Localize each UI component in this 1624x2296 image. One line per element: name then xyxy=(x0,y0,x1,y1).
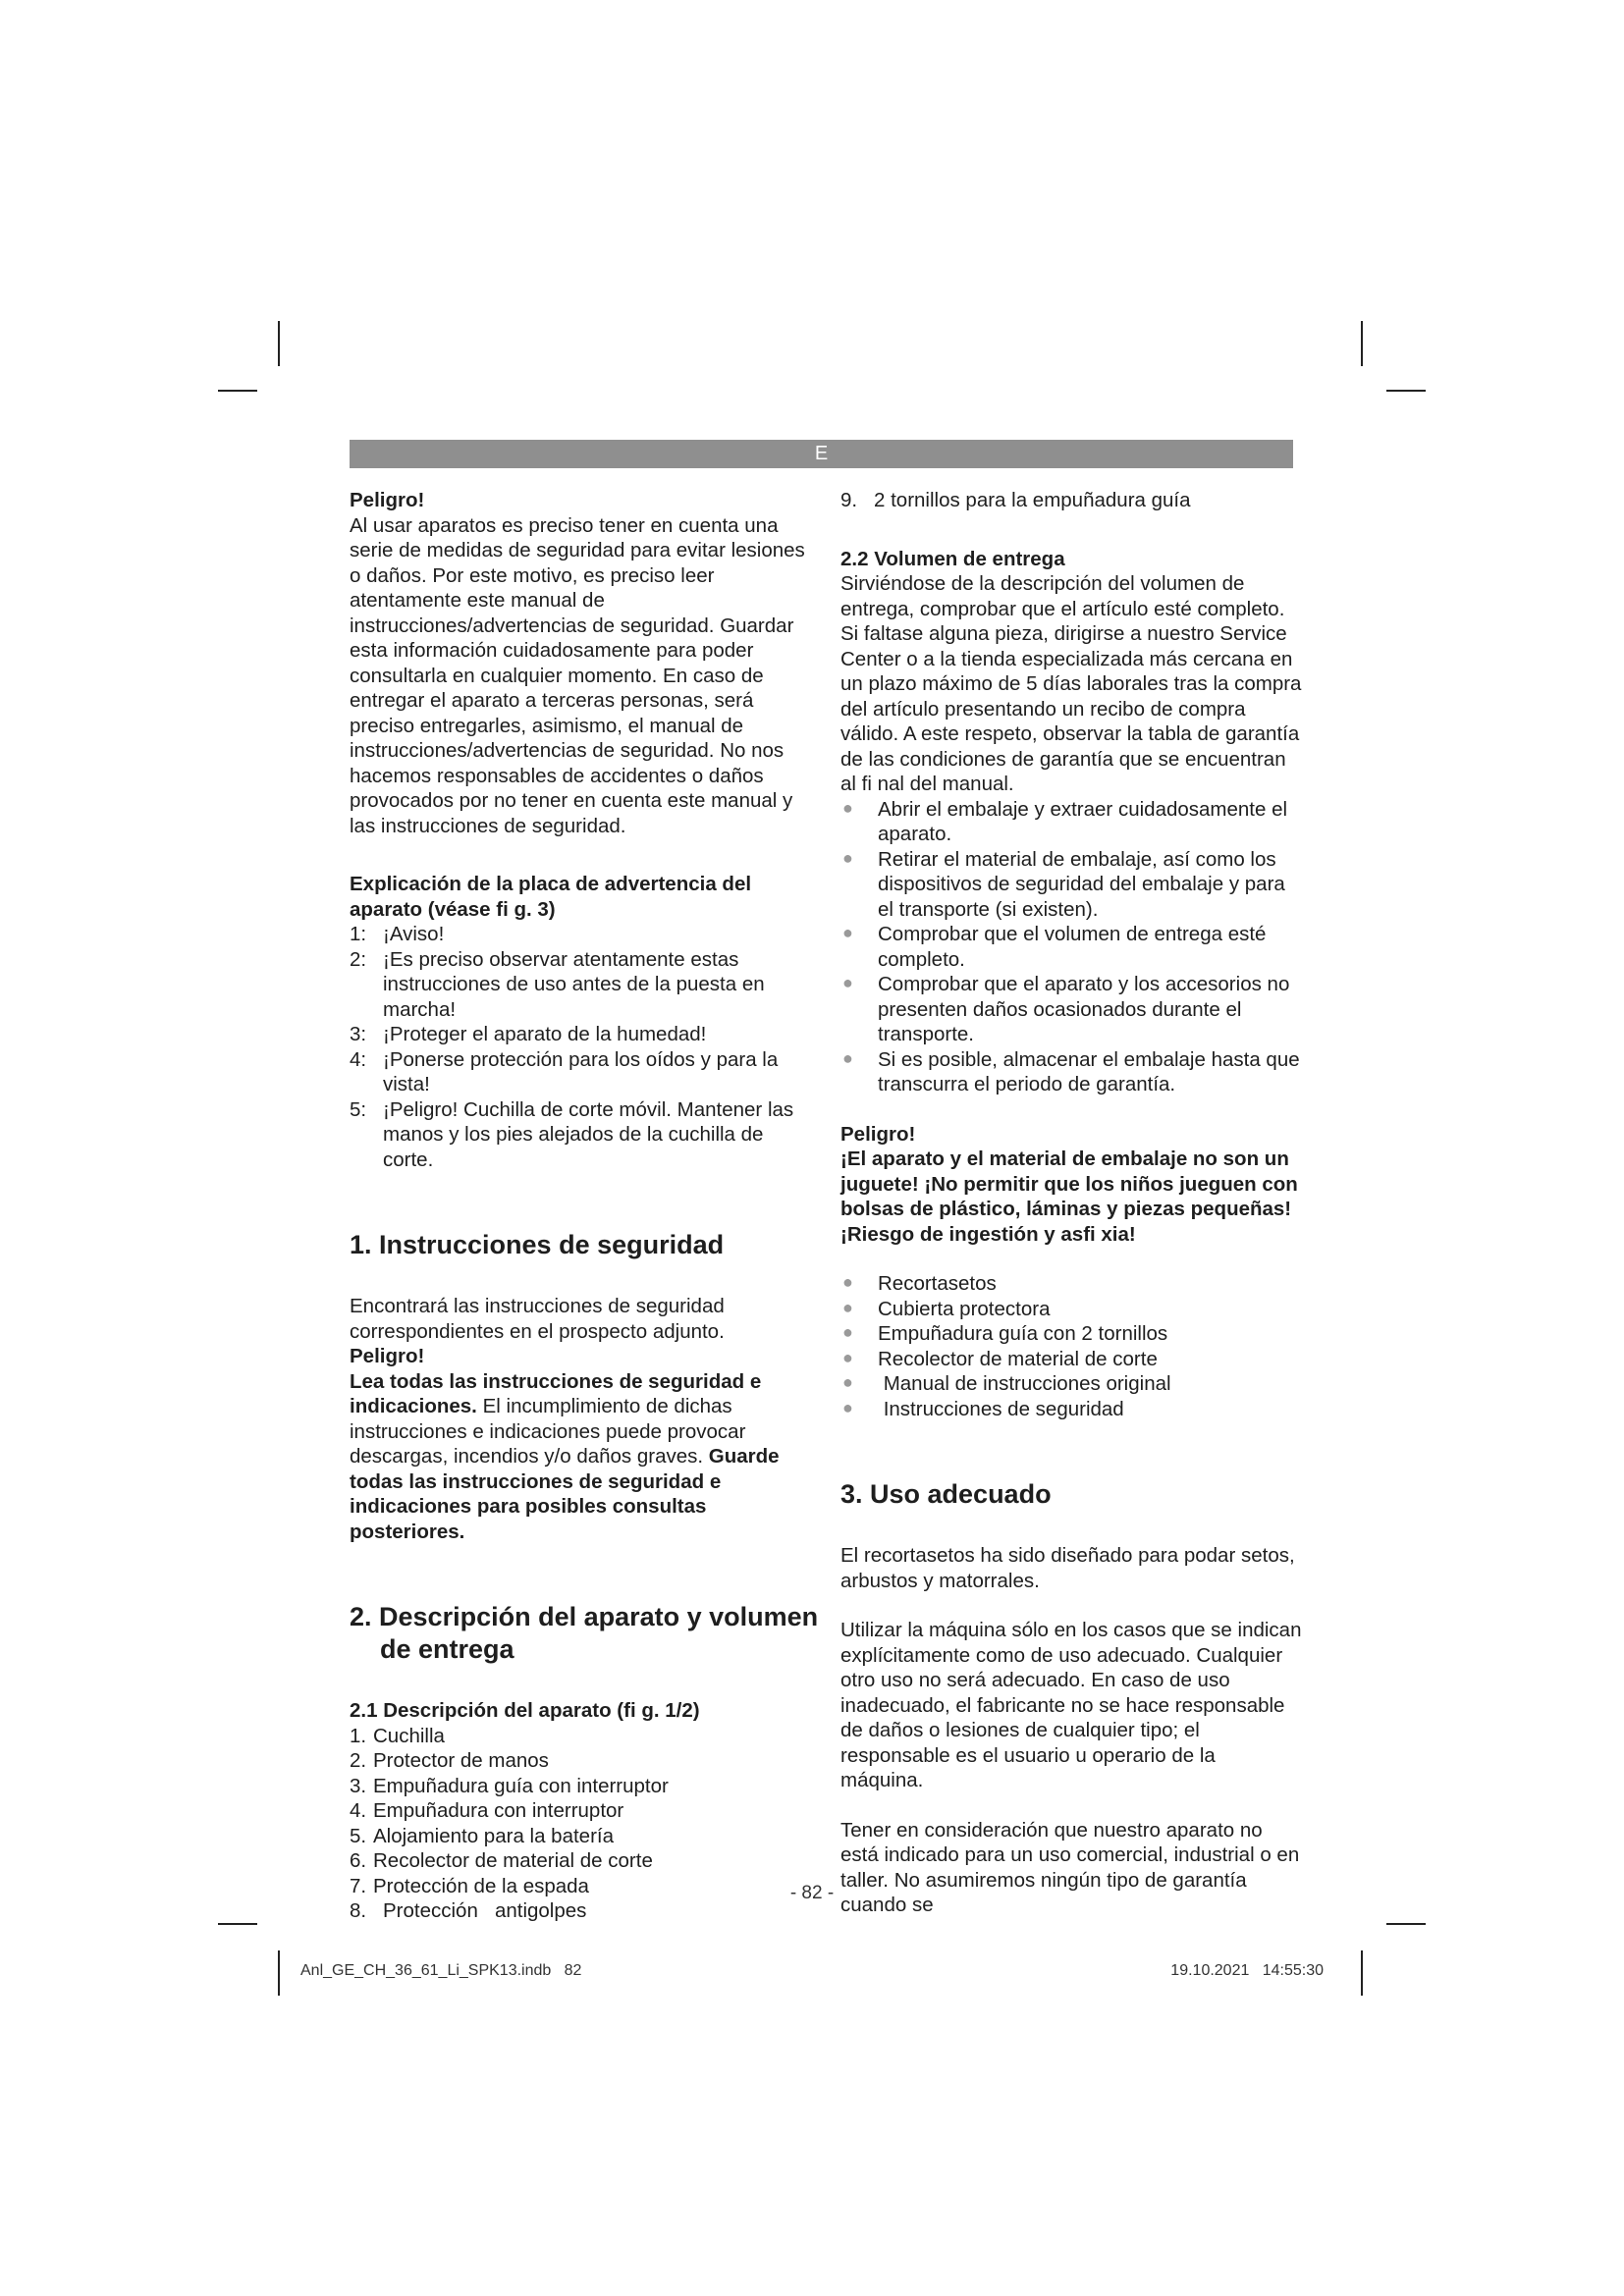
language-header-bar xyxy=(350,440,1293,468)
list-number: 9. xyxy=(840,489,858,511)
list-item xyxy=(840,922,1302,972)
list-text: Manual de instrucciones original xyxy=(878,1372,1171,1395)
list-item xyxy=(840,972,1302,1047)
list-item xyxy=(840,1297,1302,1322)
list-text: Recortasetos xyxy=(878,1272,997,1295)
list-text: Retirar el material de embalaje, así como los dispositivos de seguridad del embalaje y para el transporte (si existen). xyxy=(878,847,1285,921)
left-column xyxy=(350,488,819,1924)
section-3-paragraph: El recortasetos ha sido diseñado para podar setos, arbustos y matorrales. xyxy=(840,1544,1295,1592)
warning-text: Al usar aparatos es preciso tener en cuenta una serie de medidas de seguridad para evitar lesiones o daños. Por este motivo, es preciso leer atentamente este manual de instrucciones/advertencias de seguridad. Guardar esta información cuidadosamente para poder consultarla en cualquier momento. En caso de entregar el aparato a terceras personas, será preciso entregarles, asimismo, el manual de instrucciones/advertencias de seguridad. No nos hacemos responsables de accidentes o daños provocados por no tener en cuenta este manual y las instrucciones de seguridad. xyxy=(350,513,805,837)
section-3-paragraph: Tener en consideración que nuestro aparato no está indicado para un uso comercial, industrial o en taller. No asumiremos ningún tipo de garantía cuando se xyxy=(840,1818,1300,1916)
list-item xyxy=(840,488,1302,513)
list-number: 4: xyxy=(350,1047,367,1071)
bullet-icon: ● xyxy=(842,797,853,818)
list-number: 4. xyxy=(350,1799,367,1822)
list-item xyxy=(350,1774,819,1799)
list-number: 2. xyxy=(350,1749,367,1772)
plate-list xyxy=(350,922,819,1172)
crop-mark xyxy=(218,390,257,392)
list-text: Recolector de material de corte xyxy=(373,1849,653,1872)
list-item xyxy=(350,1848,819,1874)
bullet-icon: ● xyxy=(842,1047,853,1068)
list-number: 5: xyxy=(350,1097,367,1121)
list-number: 1: xyxy=(350,923,367,945)
list-item xyxy=(840,847,1302,923)
list-item xyxy=(840,1397,1302,1422)
bullet-icon: ● xyxy=(842,973,853,992)
footer-file-name: Anl_GE_CH_36_61_Li_SPK13.indb 82 xyxy=(300,1962,582,1979)
list-text: Alojamiento para la batería xyxy=(373,1824,615,1847)
section-1-warning-text: Lea todas las instrucciones de seguridad e indicaciones. El incumplimiento de dichas instrucciones e indicaciones puede provocar descargas, incendios y/o daños graves. Guarde todas las instrucciones de seguridad e indicaciones para posibles consultas posteriores. xyxy=(350,1369,780,1543)
list-text: Empuñadura guía con interruptor xyxy=(373,1774,669,1797)
bullet-icon: ● xyxy=(842,1347,853,1367)
list-item xyxy=(350,947,819,1023)
subsection-2-2-text: Sirviéndose de la descripción del volumen de entrega, comprobar que el artículo esté completo. Si faltase alguna pieza, dirigirse a nuestro Service Center o a la tienda especializada más cercana en un plazo máximo de 5 días laborales tras la compra del artículo presentando un recibo de compra válido. A este respeto, observar la tabla de garantía de las condiciones de garantía que se encuentran al fi nal del manual. xyxy=(840,572,1302,795)
bullet-icon: ● xyxy=(842,1272,853,1292)
list-text: Si es posible, almacenar el embalaje hasta que transcurra el periodo de garantía. xyxy=(878,1047,1300,1095)
unpacking-steps-list xyxy=(840,797,1302,1097)
list-text: Empuñadura guía con 2 tornillos xyxy=(878,1322,1168,1345)
bullet-icon: ● xyxy=(842,1372,853,1392)
list-text: Empuñadura con interruptor xyxy=(373,1799,624,1822)
list-text: ¡Es preciso observar atentamente estas instrucciones de uso antes de la puesta en marcha! xyxy=(383,947,765,1021)
list-item xyxy=(350,1798,819,1824)
list-item xyxy=(350,1097,819,1173)
list-item xyxy=(840,1347,1302,1372)
list-number: 8. xyxy=(350,1899,367,1922)
list-number: 7. xyxy=(350,1874,367,1897)
crop-mark xyxy=(1361,321,1363,366)
crop-mark xyxy=(278,1950,280,1996)
list-item xyxy=(350,1724,819,1749)
list-item xyxy=(350,1022,819,1047)
subsection-2-1-title: 2.1 Descripción del aparato (fi g. 1/2) xyxy=(350,1699,700,1722)
section-3-title: 3. Uso adecuado xyxy=(840,1479,1052,1509)
bullet-icon: ● xyxy=(842,1297,853,1317)
list-text: Comprobar que el aparato y los accesorios no presenten daños ocasionados durante el transporte. xyxy=(878,973,1290,1045)
section-3-paragraph: Utilizar la máquina sólo en los casos que se indican explícitamente como de uso adecuado. Cualquier otro uso no será adecuado. En caso de uso inadecuado, el fabricante no se hace responsable de daños o lesiones de cualquier tipo; el responsable es el usuario u operario de la máquina. xyxy=(840,1619,1302,1791)
list-text: Protección de la espada xyxy=(373,1874,589,1897)
list-number: 3: xyxy=(350,1023,367,1045)
bullet-icon: ● xyxy=(842,1397,853,1417)
list-item xyxy=(350,1748,819,1774)
list-text: Abrir el embalaje y extraer cuidadosamente el aparato. xyxy=(878,797,1288,845)
list-item xyxy=(350,922,819,947)
list-text: ¡Proteger el aparato de la humedad! xyxy=(383,1023,707,1045)
crop-mark xyxy=(218,1923,257,1925)
section-1-title: 1. Instrucciones de seguridad xyxy=(350,1230,725,1259)
crop-mark xyxy=(1361,1950,1363,1996)
list-item xyxy=(350,1824,819,1849)
footer-timestamp: 19.10.2021 14:55:30 xyxy=(1170,1962,1324,1979)
list-text: Recolector de material de corte xyxy=(878,1347,1158,1370)
list-number: 3. xyxy=(350,1774,367,1797)
list-item xyxy=(840,797,1302,847)
list-text: 2 tornillos para la empuñadura guía xyxy=(874,489,1191,511)
language-code: E xyxy=(814,443,829,464)
list-number: 1. xyxy=(350,1724,367,1747)
list-item xyxy=(840,1371,1302,1397)
warning-2-text: ¡El aparato y el material de embalaje no son un juguete! ¡No permitir que los niños jueguen con bolsas de plástico, láminas y piezas pequeñas! ¡Riesgo de ingestión y asfi xia! xyxy=(840,1148,1298,1246)
list-number: 2: xyxy=(350,947,367,971)
crop-mark xyxy=(1386,1923,1426,1925)
list-text: ¡Aviso! xyxy=(383,923,445,945)
list-text: ¡Peligro! Cuchilla de corte móvil. Mantener las manos y los pies alejados de la cuchilla de corte. xyxy=(383,1097,794,1171)
list-item xyxy=(350,1047,819,1097)
warning-title: Peligro! xyxy=(350,489,425,511)
crop-mark xyxy=(1386,390,1426,392)
list-text: ¡Ponerse protección para los oídos y para la vista! xyxy=(383,1047,779,1095)
right-column xyxy=(840,488,1302,1918)
list-text: Cubierta protectora xyxy=(878,1297,1051,1320)
list-text: Cuchilla xyxy=(373,1724,445,1747)
bullet-icon: ● xyxy=(842,923,853,942)
page-number: - 82 - xyxy=(789,1883,835,1903)
plate-title: Explicación de la placa de advertencia del aparato (véase fi g. 3) xyxy=(350,873,752,921)
list-text: Instrucciones de seguridad xyxy=(878,1397,1124,1420)
list-item xyxy=(840,1271,1302,1297)
list-text: Comprobar que el volumen de entrega esté completo. xyxy=(878,923,1267,971)
bullet-icon: ● xyxy=(842,1322,853,1342)
warning-2-title: Peligro! xyxy=(840,1122,916,1146)
list-text: Protección antigolpes xyxy=(383,1899,587,1922)
subsection-2-2-title: 2.2 Volumen de entrega xyxy=(840,547,1065,570)
list-item xyxy=(840,1321,1302,1347)
bullet-icon: ● xyxy=(842,847,853,868)
list-item xyxy=(840,1047,1302,1097)
delivery-contents-list xyxy=(840,1271,1302,1421)
list-number: 6. xyxy=(350,1849,367,1872)
list-number: 5. xyxy=(350,1824,367,1847)
section-1-text: Encontrará las instrucciones de seguridad correspondientes en el prospecto adjunto. xyxy=(350,1295,725,1343)
section-1-warning-title: Peligro! xyxy=(350,1345,425,1367)
crop-mark xyxy=(278,321,280,366)
section-2-title: 2. Descripción del aparato y volumen de entrega xyxy=(350,1602,819,1664)
list-text: Protector de manos xyxy=(373,1749,549,1772)
